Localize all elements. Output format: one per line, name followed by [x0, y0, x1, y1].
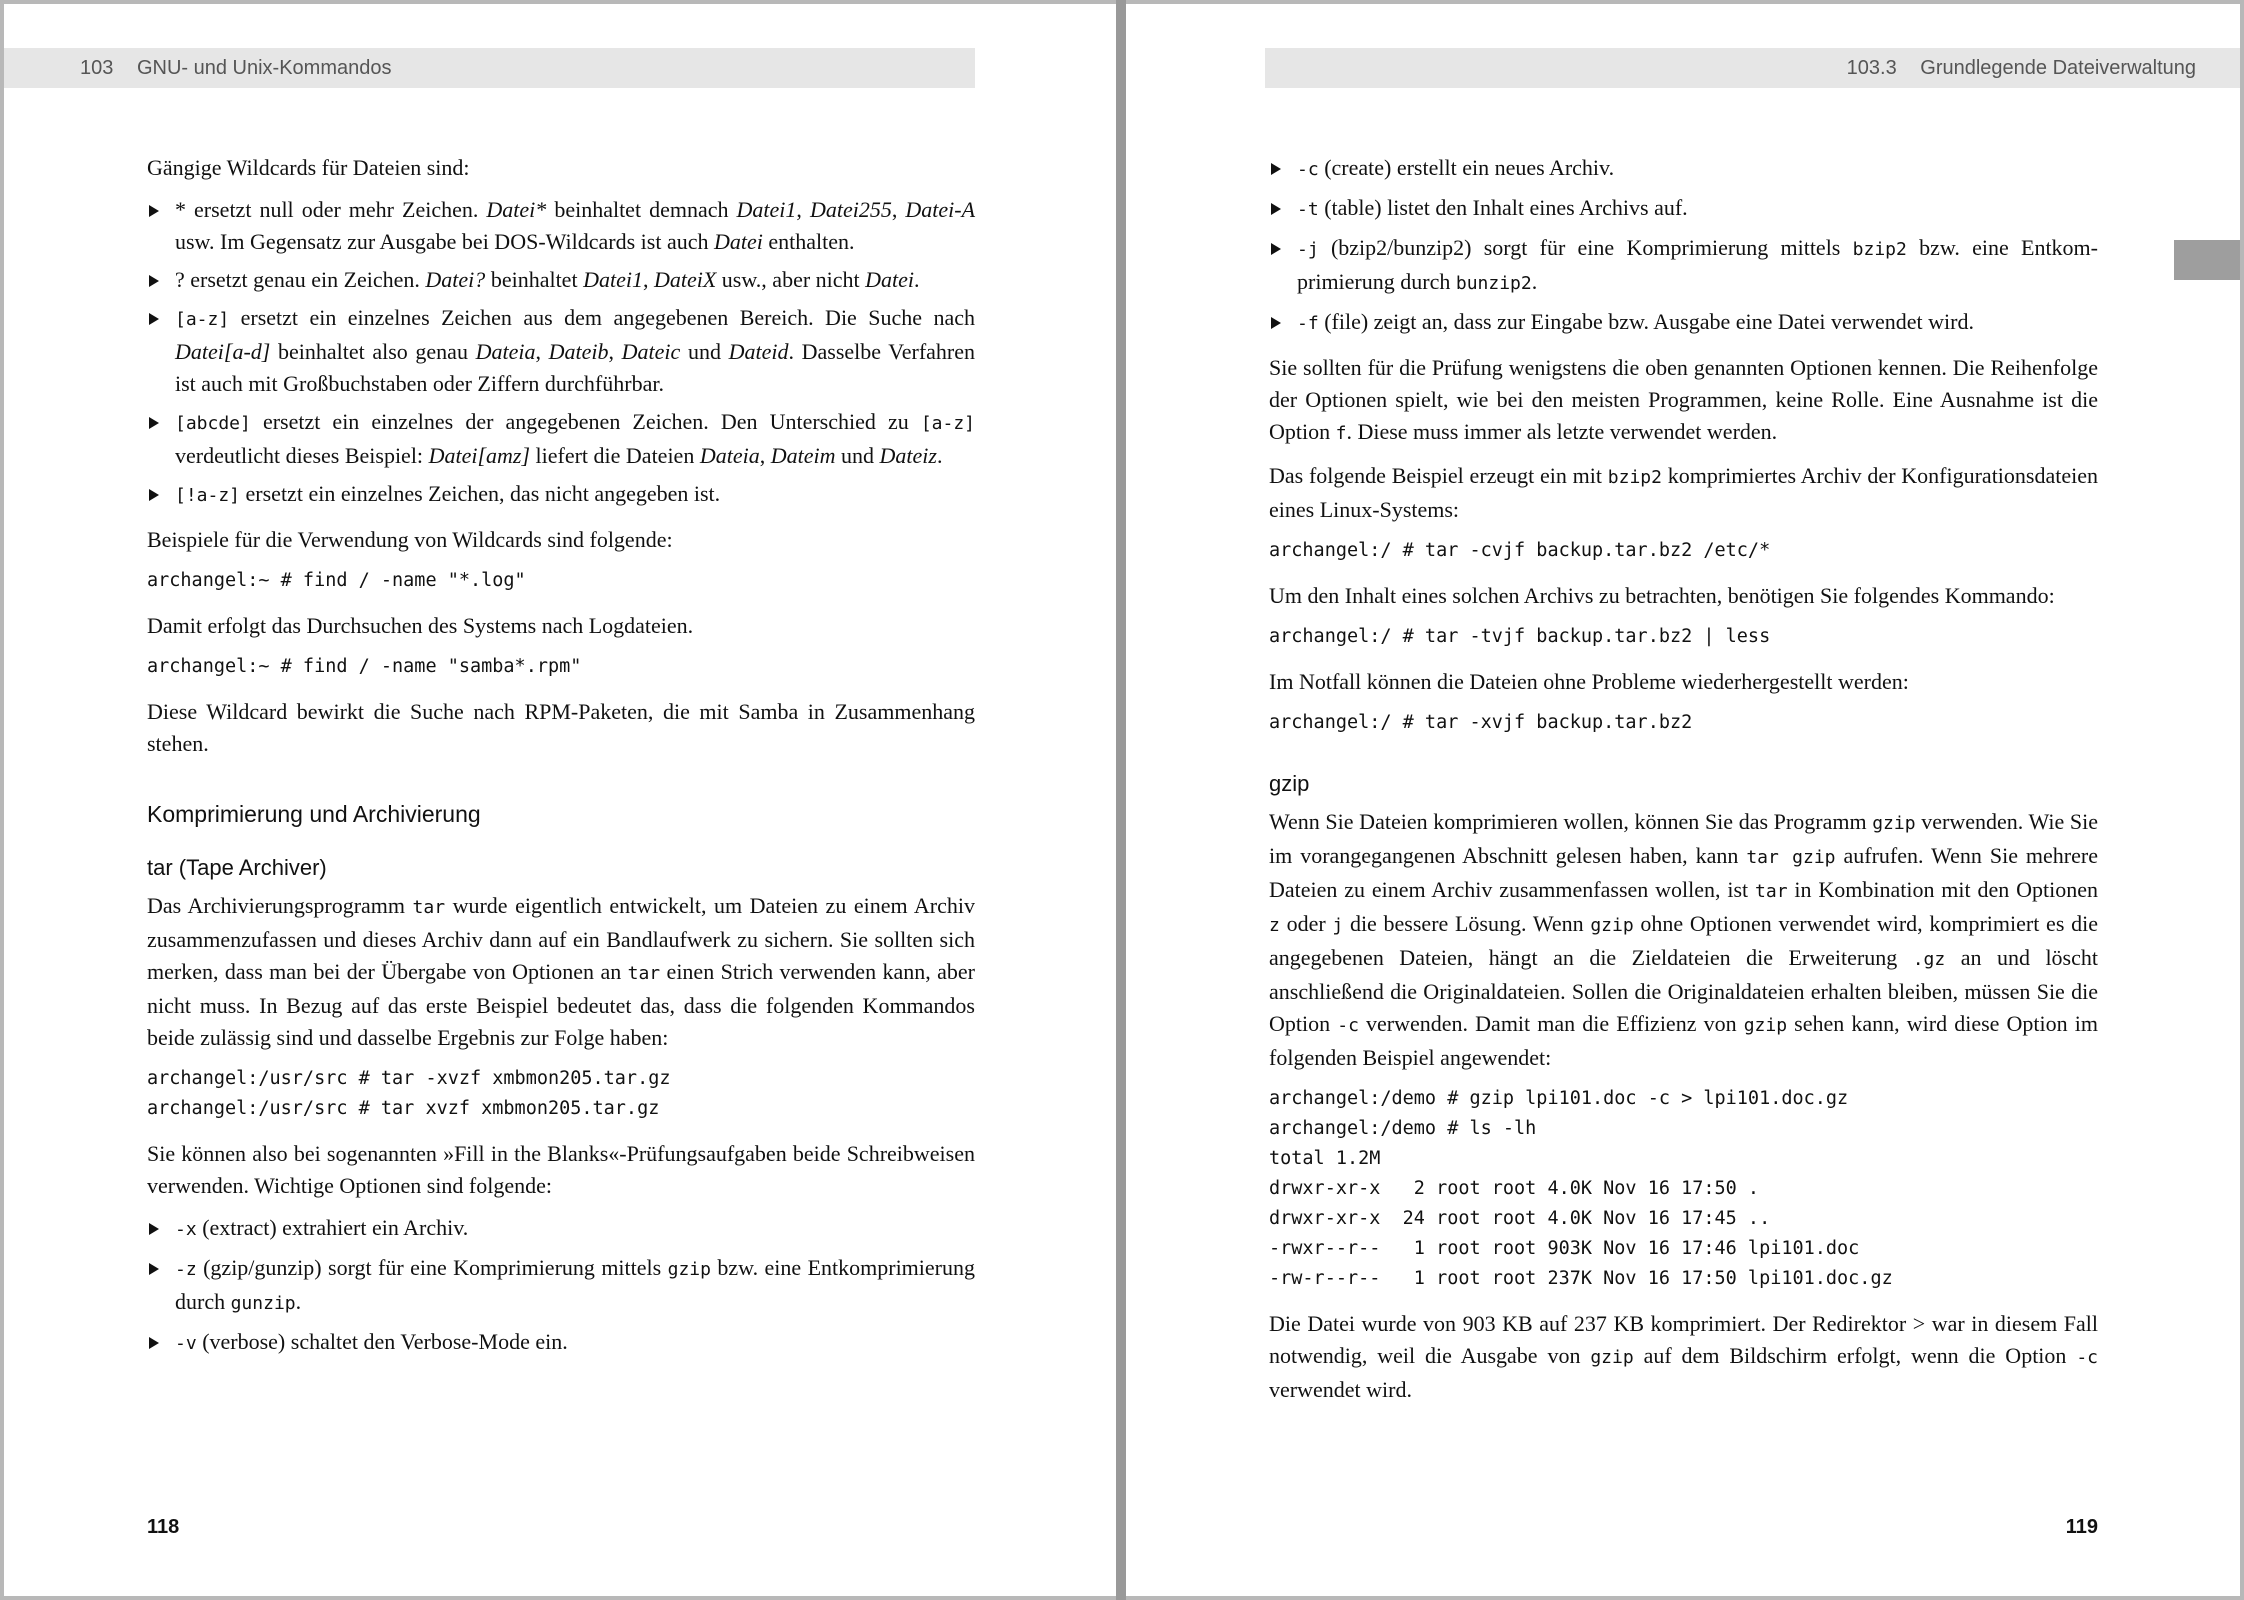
code-block: archangel:~ # find / -name "samba*.rpm": [147, 656, 582, 677]
list-item: -t (table) listet den Inhalt eines Archivs auf.: [1269, 192, 2098, 226]
thumb-index-tab: [2174, 240, 2240, 280]
chapter-number: 103: [80, 57, 114, 79]
list-item: -f (file) zeigt an, dass zur Eingabe bzw. Ausgabe eine Datei verwendet wird.: [1269, 306, 2098, 340]
list-item: -c (create) erstellt ein neues Archiv.: [1269, 152, 2098, 186]
running-header: [4, 48, 975, 88]
gzip-heading: gzip: [1269, 771, 1310, 796]
right-body-text: [1269, 152, 2098, 1416]
right-page: [1126, 4, 2240, 1596]
list-item: [abcde] ersetzt ein einzelnes der angegebenen Zeichen. Den Unterschied zu [a-z] verdeutlicht dieses Beispiel: Datei[amz] liefert die Dateien Dateia, Dateim und Dateiz.: [147, 406, 975, 472]
option-list: [147, 1212, 975, 1360]
closing-paragraph: Die Datei wurde von 903 KB auf 237 KB komprimiert. Der Redirektor > war in diesem Fall notwendig, weil die Ausgabe von gzip auf dem Bildschirm erfolgt, wenn die Option -c verwendet wird.: [1269, 1311, 2098, 1402]
section-number: 103.3: [1846, 57, 1897, 79]
code-block: archangel:/ # tar -tvjf backup.tar.bz2 | less: [1269, 626, 1771, 647]
left-body-text: [147, 152, 975, 1372]
fill-paragraph: Sie können also bei sogenannten »Fill in the Blanks«-Prüfungsaufgaben beide Schreibweisen verwenden. Wichtige Optionen sind folgende:: [147, 1141, 975, 1198]
examples-intro: Beispiele für die Verwendung von Wildcards sind folgende:: [147, 527, 673, 552]
view-paragraph: Um den Inhalt eines solchen Archivs zu betrachten, benötigen Sie folgendes Kommando:: [1269, 583, 2055, 608]
list-item: [a-z] ersetzt ein einzelnes Zeichen aus dem angegebenen Bereich. Die Suche nach Datei[a-d] beinhaltet also genau Dateia, Dateib, Dateic und Dateid. Dasselbe Verfahren ist auch mit Großbuchstaben oder Ziffern durchführbar.: [147, 302, 975, 400]
list-item: -x (extract) extrahiert ein Archiv.: [147, 1212, 975, 1246]
list-item: * ersetzt null oder mehr Zeichen. Datei* beinhaltet demnach Datei1, Datei255, Datei-A usw. Im Gegensatz zur Ausgabe bei DOS-Wildcards ist auch Datei enthalten.: [147, 194, 975, 258]
list-item: -v (verbose) schaltet den Verbose-Mode ein.: [147, 1326, 975, 1360]
paragraph: Diese Wildcard bewirkt die Suche nach RPM-Paketen, die mit Samba in Zusammenhang stehen.: [147, 699, 975, 756]
section-title: Grundlegende Dateiverwaltung: [1920, 57, 2196, 79]
running-header: [1265, 48, 2240, 88]
page-number: 119: [2065, 1516, 2098, 1538]
wildcard-list: [147, 194, 975, 512]
gzip-paragraph: Wenn Sie Dateien komprimieren wollen, können Sie das Programm gzip verwenden. Wie Sie im vorangegangenen Abschnitt gelesen haben, kann tar gzip aufrufen. Wenn Sie mehrere Dateien zu einem Archiv zusammenfassen wollen, ist tar in Kombination mit den Optionen z oder j die bessere Lösung. Wenn gzip ohne Optionen verwendet wird, komprimiert es die angegebenen Dateien, hängt an die Zieldateien die Erweiterung .gz an und löscht anschließend die Originaldateien. Sollen die Originaldateien erhalten bleiben, müssen Sie die Option -c verwenden. Damit man die Effizienz von gzip sehen kann, wird diese Option im folgenden Beispiel angewendet:: [1269, 809, 2099, 1070]
chapter-title: GNU- und Unix-Kommandos: [136, 57, 392, 79]
left-page: [4, 4, 1116, 1596]
option-list: [1269, 152, 2098, 340]
wildcards-intro: Gängige Wildcards für Dateien sind:: [147, 155, 470, 180]
paragraph: Damit erfolgt das Durchsuchen des Systems nach Logdateien.: [147, 613, 694, 638]
tar-paragraph: Das Archivierungsprogramm tar wurde eigentlich entwickelt, um Dateien zu einem Archiv zusammenzufassen und dieses Archiv dann auf ein Bandlaufwerk zu sichern. Sie sollten sich merken, dass man bei der Übergabe von Optionen an tar einen Strich verwenden kann, aber nicht muss. In Bezug auf das erste Beispiel bedeutet das, dass die folgenden Kommandos beide zulässig sind und dasselbe Ergebnis zur Folge haben:: [147, 893, 975, 1050]
spine-gutter: [1116, 0, 1126, 1600]
example-paragraph: Das folgende Beispiel erzeugt ein mit bzip2 komprimiertes Archiv der Konfigurationsdateien eines Linux-Systems:: [1269, 463, 2098, 522]
restore-paragraph: Im Notfall können die Dateien ohne Probleme wiederhergestellt werden:: [1269, 669, 1909, 694]
terminal-output: archangel:/demo # gzip lpi101.doc -c > lpi101.doc.gz archangel:/demo # ls -lh total 1.2M drwxr-xr-x 2 root root 4.0K Nov 16 17:50 . drwxr-xr-x 24 root root 4.0K Nov 16 17:45 .. -rwxr--r-- 1 root root 903K Nov 16 17:46 lpi101.doc -rw-r--r-- 1 root root 237K Nov 16 17:50 lpi101.doc.gz: [1269, 1088, 1893, 1289]
exam-paragraph: Sie sollten für die Prüfung wenigstens die oben genannten Optionen kennen. Die Reihenfolge der Optionen spielt, wie bei den meisten Programmen, keine Rolle. Eine Ausnahme ist die Option f. Diese muss immer als letzte verwendet werden.: [1269, 355, 2098, 444]
subsection-heading: tar (Tape Archiver): [147, 855, 327, 880]
code-block: archangel:~ # find / -name "*.log": [147, 570, 526, 591]
code-block: archangel:/ # tar -cvjf backup.tar.bz2 /etc/*: [1269, 540, 1771, 561]
section-heading: Komprimierung und Archivierung: [147, 801, 481, 827]
list-item: [!a-z] ersetzt ein einzelnes Zeichen, das nicht angegeben ist.: [147, 478, 975, 512]
code-block: archangel:/ # tar -xvjf backup.tar.bz2: [1269, 712, 1693, 733]
list-item: ? ersetzt genau ein Zeichen. Datei? beinhaltet Datei1, DateiX usw., aber nicht Datei.: [147, 264, 975, 296]
code-block: archangel:/usr/src # tar -xvzf xmbmon205.tar.gz archangel:/usr/src # tar xvzf xmbmon205.tar.gz: [147, 1068, 671, 1119]
list-item: -j (bzip2/bunzip2) sorgt für eine Komprimierung mittels bzip2 bzw. eine Entkomprimierung durch bunzip2.: [1269, 232, 2098, 300]
page-number: 118: [147, 1516, 180, 1538]
list-item: -z (gzip/gunzip) sorgt für eine Komprimierung mittels gzip bzw. eine Entkomprimierung durch gunzip.: [147, 1252, 975, 1320]
